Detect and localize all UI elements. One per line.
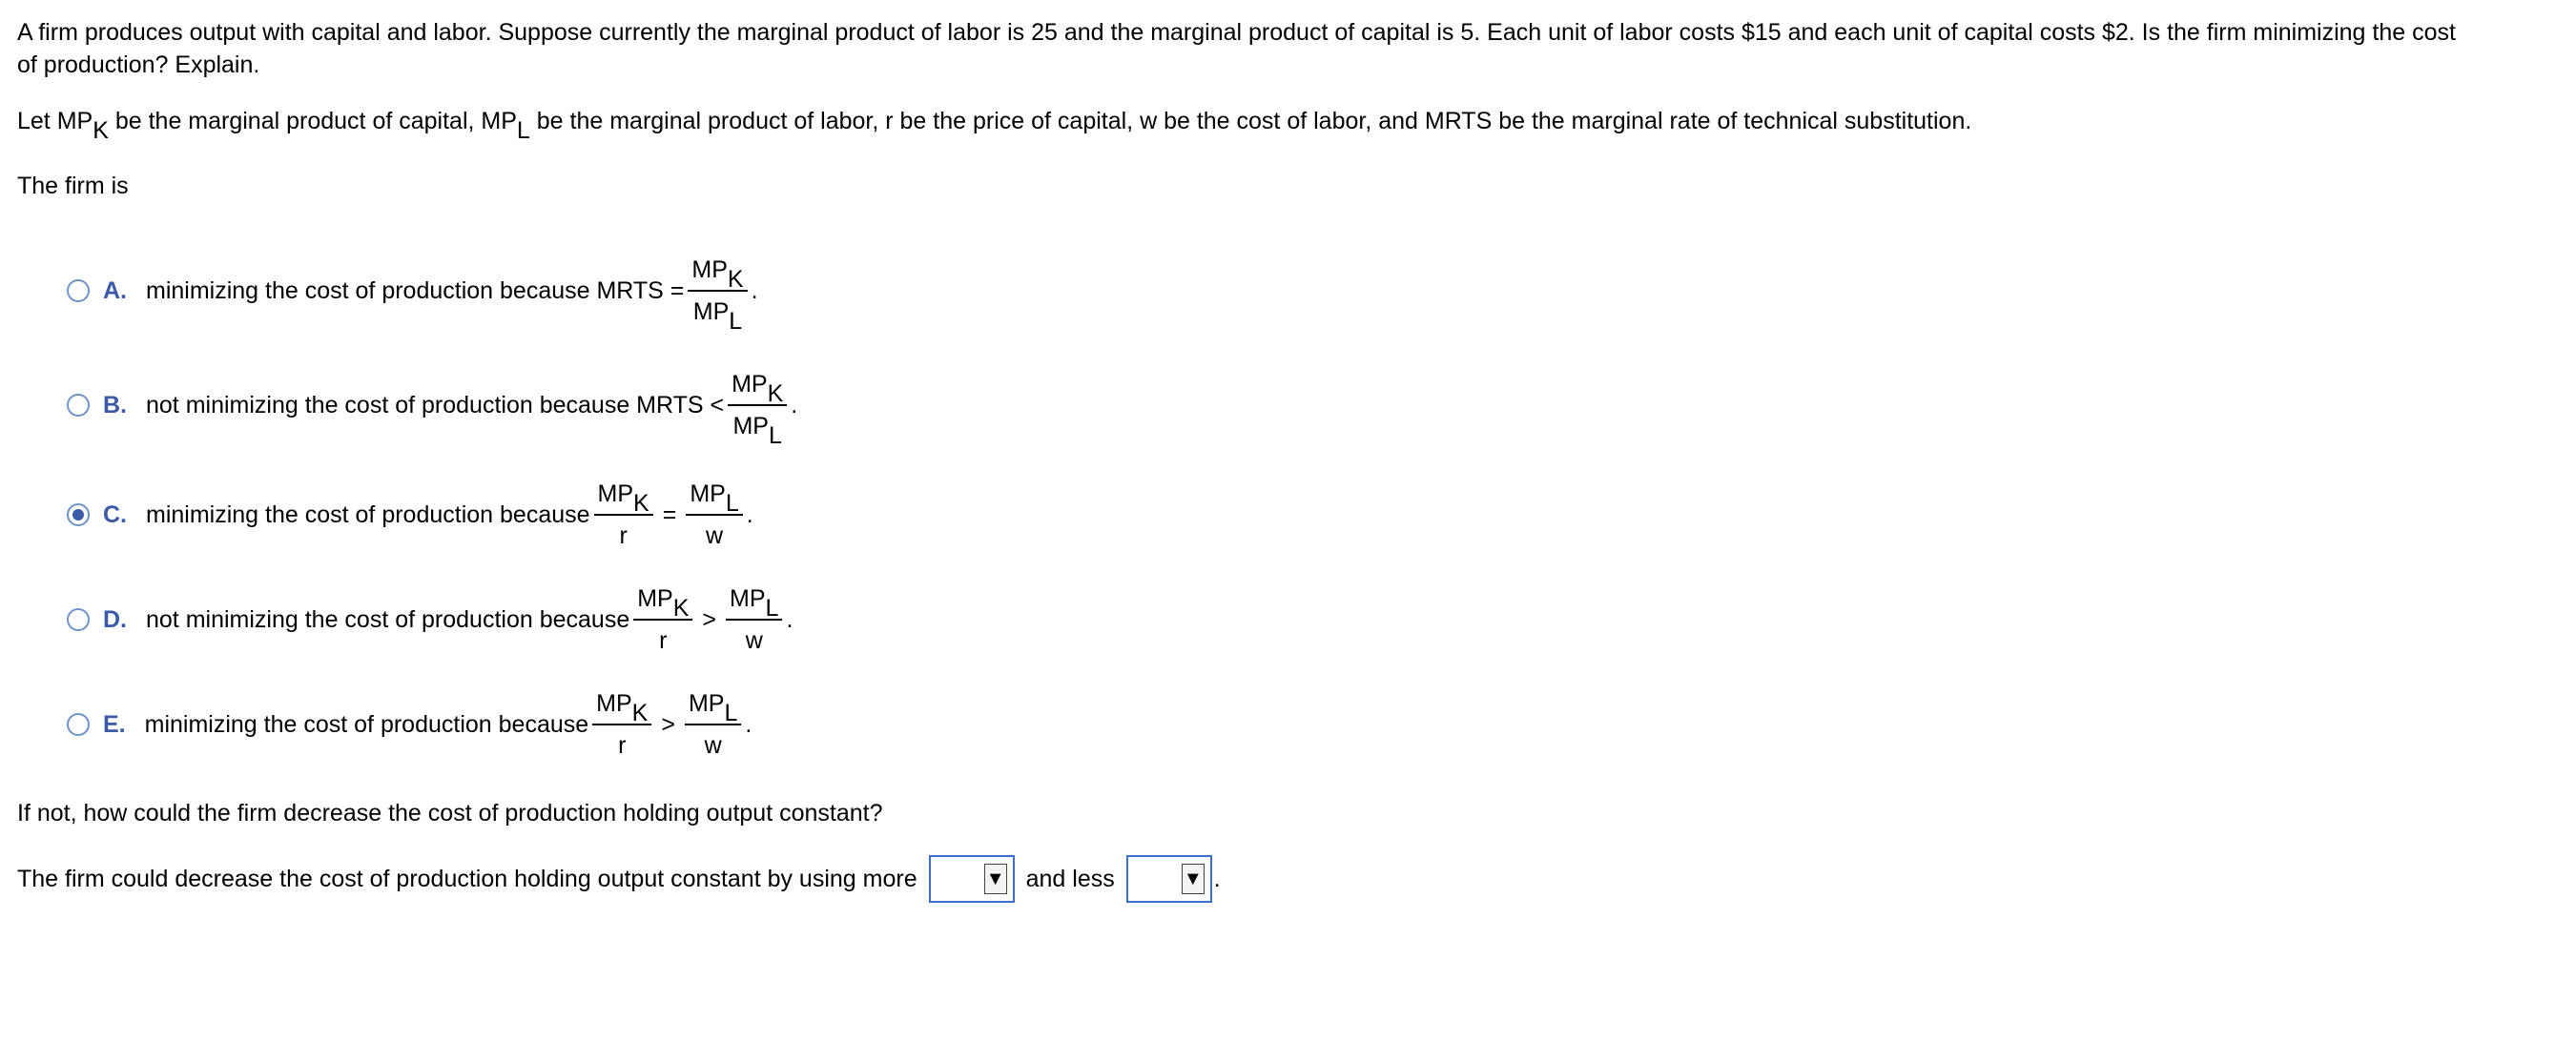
option-text: minimizing the cost of production because (146, 500, 590, 528)
definitions-text: Let $MP_K$ be the marginal product of capital, $MP_L$ be the marginal product of labor, r be the price of capital, w be the cost of labor, and MRTS be the marginal rate of technical substitution. (17, 108, 1972, 144)
option-e[interactable]: E. minimizing the cost of production because $\frac{MP_K}{r}$ > $\frac{MP_L}{w}$ . (67, 677, 752, 772)
select-more[interactable] (929, 855, 1015, 903)
question-line-2: of production? Explain. (17, 51, 260, 78)
radio-option-d[interactable] (67, 608, 90, 631)
fraction-mpl-over-w: $\frac{MP_L}{w}$ (686, 478, 742, 552)
answer-sentence: The firm could decrease the cost of production holding output constant by using more ▼ and less ▼ . (17, 853, 2559, 905)
question-text (17, 16, 2559, 81)
radio-option-b[interactable] (67, 394, 90, 417)
fraction-mpk-over-r: $\frac{MP_K}{r}$ (633, 582, 692, 657)
relation-sign: > (661, 710, 675, 738)
option-text: not minimizing the cost of production because MRTS < (146, 391, 725, 418)
option-text: not minimizing the cost of production because (146, 605, 630, 633)
radio-option-e[interactable] (67, 713, 90, 736)
fraction-mpk-over-mpl: $\frac{MP_K}{MP_L}$ (688, 254, 747, 328)
option-letter: B. (103, 391, 127, 418)
option-text: minimizing the cost of production because (144, 710, 589, 738)
prompt-firm: The firm is (17, 173, 129, 199)
select-less[interactable] (1126, 855, 1212, 903)
relation-sign: > (702, 605, 717, 633)
question-line-1: A firm produces output with capital and labor. Suppose currently the marginal product of labor is 25 and the marginal product of capital is 5. Each unit of labor costs $15 and each unit of capital costs $2. Is the firm minimizing the cost (17, 19, 2456, 46)
fraction-mpk-over-r: $\frac{MP_K}{r}$ (592, 687, 651, 762)
dropdown-arrow-icon[interactable]: ▼ (984, 864, 1007, 894)
option-a[interactable]: A. minimizing the cost of production because MRTS = $\frac{MP_K}{MP_L}$ . (67, 243, 758, 338)
relation-sign: = (662, 500, 677, 528)
fraction-mpl-over-w: $\frac{MP_L}{w}$ (726, 582, 782, 657)
option-text: minimizing the cost of production because MRTS = (146, 276, 685, 304)
option-letter: A. (103, 276, 127, 304)
radio-option-a[interactable] (67, 279, 90, 302)
option-d[interactable]: D. not minimizing the cost of production because $\frac{MP_K}{r}$ > $\frac{MP_L}{w}$ . (67, 572, 793, 667)
fraction-mpl-over-w: $\frac{MP_L}{w}$ (685, 687, 741, 762)
fraction-mpk-over-r: $\frac{MP_K}{r}$ (594, 478, 653, 552)
option-letter: D. (103, 605, 127, 633)
option-letter: E. (103, 710, 126, 738)
option-b[interactable]: B. not minimizing the cost of production because MRTS < $\frac{MP_K}{MP_L}$ . (67, 357, 797, 453)
followup-question: If not, how could the firm decrease the cost of production holding output constant? (17, 800, 883, 827)
fraction-mpk-over-mpl: $\frac{MP_K}{MP_L}$ (728, 368, 787, 442)
option-c[interactable]: C. minimizing the cost of production because $\frac{MP_K}{r}$ = $\frac{MP_L}{w}$ . (67, 467, 753, 562)
dropdown-arrow-icon[interactable]: ▼ (1182, 864, 1205, 894)
radio-option-c[interactable] (67, 503, 90, 526)
option-letter: C. (103, 500, 127, 528)
